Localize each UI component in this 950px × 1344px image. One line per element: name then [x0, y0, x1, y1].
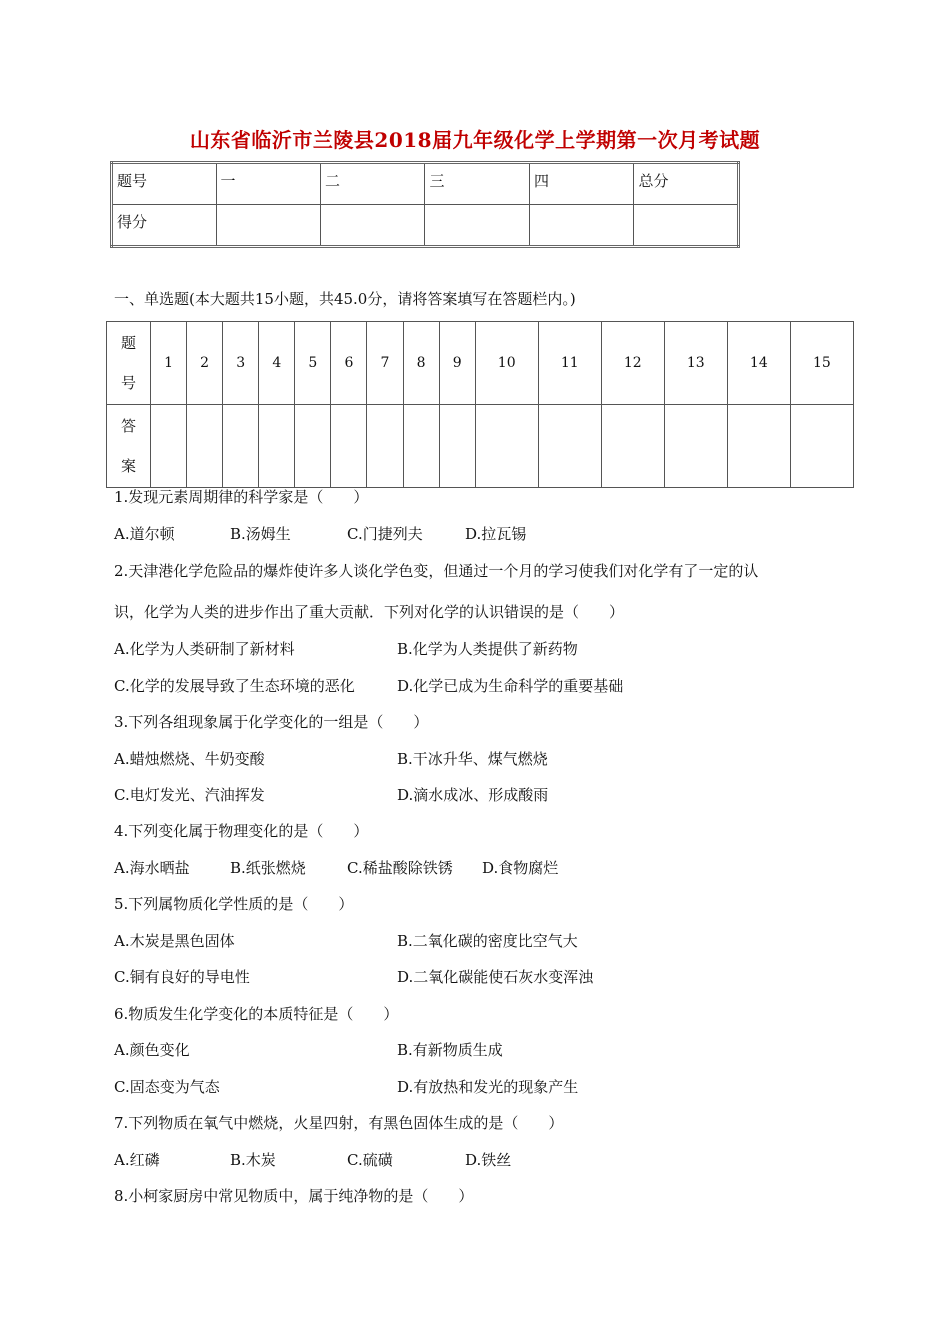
question-1-stem: 1.发现元素周期律的科学家是（ ）	[114, 488, 369, 506]
question-5-option-b: B.二氧化碳的密度比空气大	[397, 932, 578, 950]
answer-cell[interactable]	[475, 405, 538, 488]
score-cell: 二	[320, 163, 424, 205]
score-input-cell[interactable]	[529, 205, 633, 247]
question-number: 8	[403, 322, 439, 405]
question-6-option-c: C.固态变为气态	[114, 1078, 220, 1096]
score-input-cell[interactable]	[634, 205, 739, 247]
answer-cell[interactable]	[223, 405, 259, 488]
question-3-option-a: A.蜡烛燃烧、牛奶变酸	[114, 750, 265, 768]
question-7-option-a: A.红磷	[114, 1151, 160, 1169]
answer-cell[interactable]	[727, 405, 790, 488]
score-cell: 得分	[112, 205, 217, 247]
score-cell: 总分	[634, 163, 739, 205]
question-6-stem: 6.物质发生化学变化的本质特征是（ ）	[114, 1005, 399, 1023]
page-title: 山东省临沂市兰陵县2018届九年级化学上学期第一次月考试题	[189, 128, 761, 152]
question-number: 5	[295, 322, 331, 405]
question-6-option-b: B.有新物质生成	[397, 1041, 503, 1059]
question-1-option-d: D.拉瓦锡	[465, 525, 527, 543]
answer-cell[interactable]	[151, 405, 187, 488]
question-number: 9	[439, 322, 475, 405]
question-number: 3	[223, 322, 259, 405]
question-3-option-d: D.滴水成冰、形成酸雨	[397, 786, 549, 804]
section-heading: 一、单选题(本大题共15小题，共45.0分，请将答案填写在答题栏内。)	[114, 290, 576, 308]
answer-input-row	[107, 405, 854, 488]
question-3-option-c: C.电灯发光、汽油挥发	[114, 786, 265, 804]
score-input-cell[interactable]	[216, 205, 320, 247]
answer-cell[interactable]	[790, 405, 853, 488]
question-7-option-c: C.硫磺	[347, 1151, 393, 1169]
question-number: 1	[151, 322, 187, 405]
question-number: 15	[790, 322, 853, 405]
question-8-stem: 8.小柯家厨房中常见物质中，属于纯净物的是（ ）	[114, 1187, 474, 1205]
question-2-option-b: B.化学为人类提供了新药物	[397, 640, 578, 658]
score-cell: 三	[425, 163, 529, 205]
question-number: 10	[475, 322, 538, 405]
question-4-option-a: A.海水晒盐	[114, 859, 190, 877]
question-6-option-d: D.有放热和发光的现象产生	[397, 1078, 579, 1096]
question-2-option-a: A.化学为人类研制了新材料	[114, 640, 295, 658]
answer-cell[interactable]	[367, 405, 403, 488]
answer-cell[interactable]	[187, 405, 223, 488]
question-7-option-d: D.铁丝	[465, 1151, 512, 1169]
answer-cell[interactable]	[439, 405, 475, 488]
question-2-stem-line1: 2.天津港化学危险品的爆炸使许多人谈化学色变，但通过一个月的学习使我们对化学有了一定的认	[114, 562, 759, 580]
question-7-stem: 7.下列物质在氧气中燃烧，火星四射，有黑色固体生成的是（ ）	[114, 1114, 564, 1132]
question-3-option-b: B.干冰升华、煤气燃烧	[397, 750, 548, 768]
score-cell: 一	[216, 163, 320, 205]
answer-row-label: 题 号	[107, 322, 151, 405]
question-5-option-c: C.铜有良好的导电性	[114, 968, 250, 986]
question-5-option-d: D.二氧化碳能使石灰水变浑浊	[397, 968, 594, 986]
score-cell: 题号	[112, 163, 217, 205]
answer-cell[interactable]	[295, 405, 331, 488]
answer-cell[interactable]	[664, 405, 727, 488]
answer-cell[interactable]	[538, 405, 601, 488]
question-5-option-a: A.木炭是黑色固体	[114, 932, 235, 950]
question-2-option-d: D.化学已成为生命科学的重要基础	[397, 677, 624, 695]
question-1-option-c: C.门捷列夫	[347, 525, 423, 543]
question-4-option-d: D.食物腐烂	[482, 859, 559, 877]
question-2-stem-line2: 识，化学为人类的进步作出了重大贡献．下列对化学的认识错误的是（ ）	[114, 603, 625, 621]
question-number: 12	[601, 322, 664, 405]
question-1-option-a: A.道尔顿	[114, 525, 175, 543]
answer-cell[interactable]	[259, 405, 295, 488]
answer-cell[interactable]	[403, 405, 439, 488]
question-2-option-c: C.化学的发展导致了生态环境的恶化	[114, 677, 355, 695]
question-number: 2	[187, 322, 223, 405]
score-value-row	[112, 205, 739, 247]
score-input-cell[interactable]	[425, 205, 529, 247]
question-1-option-b: B.汤姆生	[230, 525, 291, 543]
question-4-stem: 4.下列变化属于物理变化的是（ ）	[114, 822, 369, 840]
question-5-stem: 5.下列属物质化学性质的是（ ）	[114, 895, 354, 913]
question-number: 4	[259, 322, 295, 405]
question-number: 13	[664, 322, 727, 405]
answer-cell[interactable]	[331, 405, 367, 488]
question-number: 6	[331, 322, 367, 405]
score-table	[110, 161, 740, 248]
answer-table	[106, 321, 854, 488]
question-4-option-c: C.稀盐酸除铁锈	[347, 859, 453, 877]
question-4-option-b: B.纸张燃烧	[230, 859, 306, 877]
question-number: 7	[367, 322, 403, 405]
question-7-option-b: B.木炭	[230, 1151, 276, 1169]
answer-row-label: 答 案	[107, 405, 151, 488]
question-3-stem: 3.下列各组现象属于化学变化的一组是（ ）	[114, 713, 429, 731]
score-header-row	[112, 163, 739, 205]
question-number: 14	[727, 322, 790, 405]
score-input-cell[interactable]	[320, 205, 424, 247]
answer-cell[interactable]	[601, 405, 664, 488]
question-6-option-a: A.颜色变化	[114, 1041, 190, 1059]
score-cell: 四	[529, 163, 633, 205]
answer-number-row	[107, 322, 854, 405]
question-number: 11	[538, 322, 601, 405]
